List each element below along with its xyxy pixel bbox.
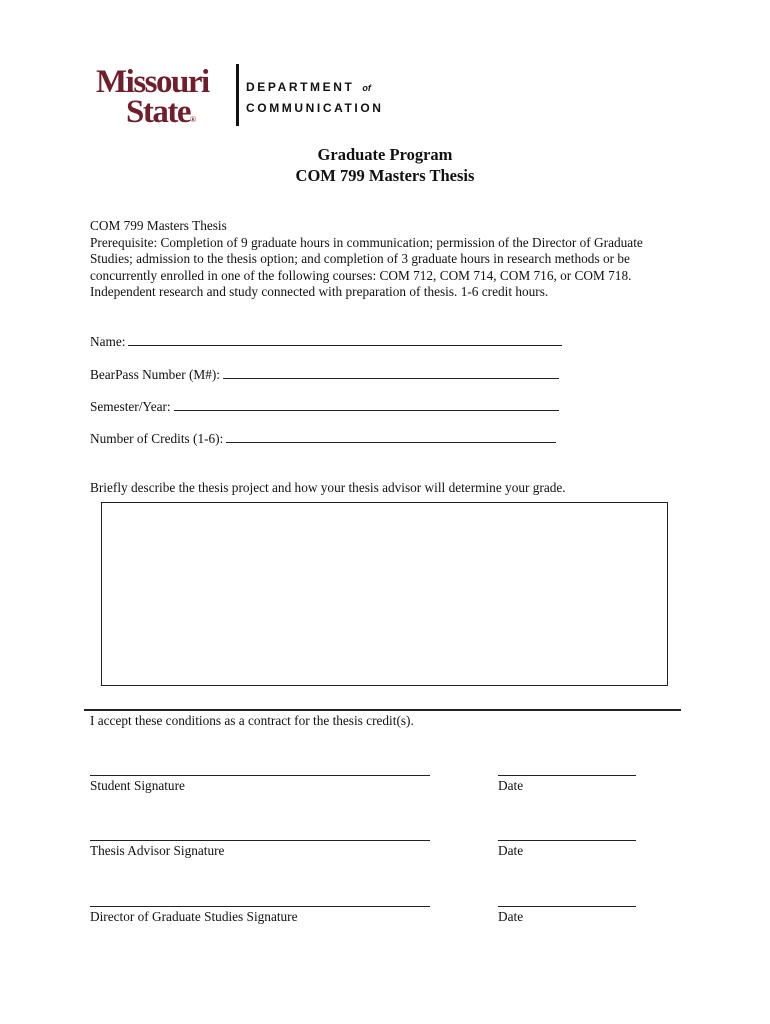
student-date-line[interactable] [498, 775, 636, 776]
credits-field [90, 430, 556, 447]
director-signature-label: Director of Graduate Studies Signature [90, 909, 298, 924]
director-date-label: Date [498, 909, 524, 924]
semester-label: Semester/Year: [90, 399, 171, 414]
logo-word-state-text: State [126, 94, 190, 130]
credits-input-line[interactable] [226, 430, 556, 443]
logo-department-text: DEPARTMENT [246, 80, 355, 94]
name-input-line[interactable] [128, 333, 562, 346]
description-line: Studies; admission to the thesis option; and completion of 3 graduate hours in research methods or be [90, 251, 630, 267]
section-divider [84, 709, 681, 711]
bearpass-input-line[interactable] [223, 366, 559, 379]
description-line: concurrently enrolled in one of the following courses: COM 712, COM 714, COM 716, or COM 718. [90, 267, 632, 283]
project-description-box[interactable] [101, 502, 668, 686]
logo-communication-text: COMMUNICATION [246, 101, 384, 115]
logo-of-text: of [362, 83, 371, 93]
semester-field [90, 398, 559, 415]
logo-divider [236, 64, 239, 126]
logo-word-missouri: Missouri [96, 64, 209, 100]
page-title: Graduate Program [317, 145, 453, 164]
director-signature-line[interactable] [90, 906, 430, 907]
advisor-date-label: Date [498, 843, 524, 858]
advisor-signature-line[interactable] [90, 840, 430, 841]
bearpass-label: BearPass Number (M#): [90, 367, 220, 382]
logo-department-line [246, 80, 371, 94]
description-line: Prerequisite: Completion of 9 graduate hours in communication; permission of the Director of Graduate [90, 234, 643, 250]
description-line: Independent research and study connected with preparation of thesis. 1-6 credit hours. [90, 284, 549, 300]
page-subtitle: COM 799 Masters Thesis [295, 166, 475, 185]
semester-input-line[interactable] [174, 398, 559, 411]
department-logo [96, 64, 396, 128]
course-description [90, 218, 680, 301]
logo-word-state [126, 94, 196, 138]
director-date-line[interactable] [498, 906, 636, 907]
credits-label: Number of Credits (1-6): [90, 431, 224, 446]
advisor-signature-label: Thesis Advisor Signature [90, 843, 225, 858]
student-signature-line[interactable] [90, 775, 430, 776]
student-date-label: Date [498, 778, 524, 793]
logo-registered-mark: ® [189, 115, 196, 124]
agreement-text: I accept these conditions as a contract for the thesis credit(s). [90, 713, 414, 728]
description-line: COM 799 Masters Thesis [90, 218, 227, 233]
name-field [90, 333, 562, 350]
bearpass-field [90, 366, 559, 383]
name-label: Name: [90, 334, 126, 349]
student-signature-label: Student Signature [90, 778, 185, 793]
project-prompt: Briefly describe the thesis project and how your thesis advisor will determine your grade. [90, 480, 566, 495]
advisor-date-line[interactable] [498, 840, 636, 841]
